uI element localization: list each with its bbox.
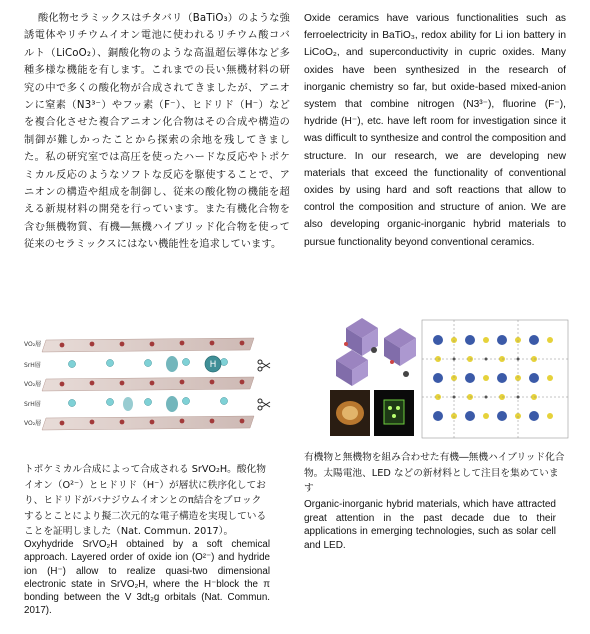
figure2-caption-jp: 有機物と無機物を組み合わせた有機―無機ハイブリッド化合物。太陽電池、LED などの新材料として注目を集めています xyxy=(304,452,565,495)
solar-cell-photo xyxy=(330,390,370,436)
en-paragraph: Oxide ceramics have various functionalities such as ferroelectricity in BaTiO₃, redox ability for Li ion battery in LiCoO₂, and superconductivity in cupric oxides. Many oxides have been synthesized in the research of inorganic chemistry so far, but oxide-based mixed-anion system that combine nitrogen (N3³⁻), fluorine (F⁻), hydride (H⁻), etc. have left room for investigation since it was difficult to synthesize and control the composition and structure. In our research, we are developing new materials that exceed the functionality of conventional oxides by using hard and soft reactions that allow to control the composition and structure of anion. We are also developing organic-inorganic hybrid materials to pursue functionality beyond conventional ceramics. xyxy=(304,13,567,248)
jp-paragraph: 酸化物セラミックスはチタバリ（BaTiO₃）のような強誘電体やリチウムイオン電池に使われるリチウム酸コバルト（LiCoO₂）、銅酸化物のような高温超伝導体など多種多様な機能を有します。これまでの長い無機材料の研究の中で多くの酸化物が合成されてきましたが、アニオンに窒素（N3³⁻）やフッ素（F⁻）、ヒドリド（H⁻）などを複合化させた複合アニオン化合物はその合成や構造の制御が難しかったことから探索の余地を残してきました。私の研究室では高圧を使ったハードな反応やトポケミカル反応のようなソフトな反応を駆使することで、アニオンの構造や組成を制御し、従来の酸化物の機能を超える新規材料の開発を行っています。また有機化合物を含む無機物質、有機―無機ハイブリッド化合物を使って従来のセラミックスにはない機能性を追求しています。 xyxy=(24,13,290,251)
layer-label-vo2-2: VO₂層 xyxy=(24,381,42,388)
layer-label-vo2-3: VO₂層 xyxy=(24,420,42,427)
led-photo xyxy=(374,390,414,436)
layer-labels xyxy=(24,340,41,427)
h-atom-label: H xyxy=(209,360,217,370)
vo2-layers xyxy=(42,338,254,430)
layer-label-srh-1: SrH層 xyxy=(24,362,41,369)
layer-label-srh-2: SrH層 xyxy=(24,401,41,408)
figure1-caption-en: Oxyhydride SrVO₂H obtained by a soft chemical approach. Layered order of oxide ion (O²⁻) and hydride ion (H⁻) allow to realize quasi-two dimensional electronic state in SrVO₂H, where the H⁻block the π bonding between the V 3dt₂g orbitals (Nat. Commun. 2017). xyxy=(24,539,270,617)
srvo2h-structure-figure xyxy=(22,334,272,440)
scissors-icon xyxy=(258,360,270,410)
hybrid-material-figure xyxy=(326,316,572,442)
hybrid-lattice xyxy=(422,320,568,438)
layer-label-vo2-1: VO₂層 xyxy=(24,341,42,348)
figure1-caption-jp: トポケミカル合成によって合成される SrVO₂H。酸化物イオン（O²⁻）とヒドリド（H⁻）が層状に秩序化しており、ヒドリドがバナジウムイオンとのπ結合をブロックするとことにより擬二次元的な電子構造を実現していることを証明しました（Nat. Commun. 2017）。 xyxy=(24,464,267,538)
octahedra-structure xyxy=(336,318,416,386)
figure2-caption-en: Organic-inorganic hybrid materials, which have attracted great attention in the past decade due to their applications in emerging technologies, such as solar cell and LED. xyxy=(304,499,556,551)
